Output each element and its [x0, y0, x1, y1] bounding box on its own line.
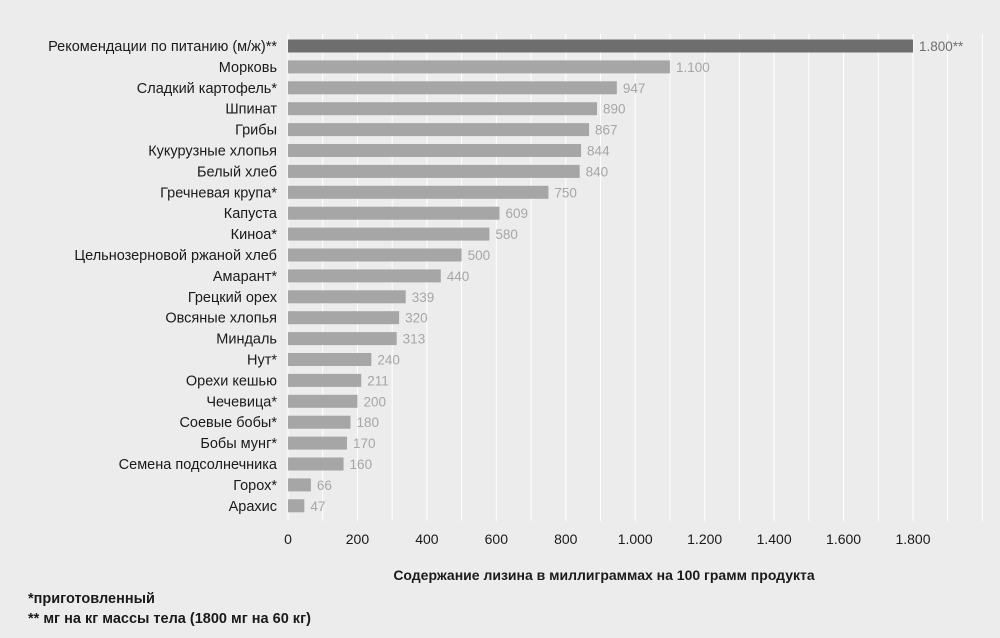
- bar: [288, 228, 489, 241]
- category-label: Семена подсолнечника: [118, 457, 277, 473]
- category-label: Нут*: [246, 352, 277, 369]
- category-label: Миндаль: [216, 331, 277, 348]
- category-label: Амарант*: [212, 268, 277, 285]
- data-label: 867: [595, 122, 618, 138]
- x-tick-label: 600: [484, 531, 509, 547]
- bar: [288, 374, 361, 387]
- x-tick-label: 1.000: [617, 531, 653, 547]
- bar: [288, 332, 397, 345]
- category-label: Чечевица*: [206, 394, 277, 411]
- data-label: 609: [505, 206, 528, 222]
- data-label: 200: [363, 394, 386, 410]
- data-label: 844: [587, 143, 610, 159]
- x-tick-label: 1.600: [826, 531, 862, 547]
- data-label: 1.800**: [919, 39, 964, 54]
- footnote-cooked: *приготовленный: [28, 591, 155, 607]
- category-label: Бобы мунг*: [200, 436, 277, 453]
- category-label: Рекомендации по питанию (м/ж)**: [48, 39, 277, 55]
- data-label: 750: [554, 185, 577, 201]
- x-tick-label: 200: [345, 531, 370, 547]
- category-label: Кукурузные хлопья: [148, 143, 277, 160]
- category-label: Шпинат: [225, 101, 277, 118]
- bar: [288, 478, 311, 491]
- data-label: 947: [622, 80, 646, 96]
- category-label: Орехи кешью: [185, 373, 277, 390]
- x-tick-label: 1.200: [687, 531, 723, 547]
- bar: [288, 102, 597, 115]
- footnote-dosage: ** мг на кг массы тела (1800 мг на 60 кг): [28, 611, 311, 627]
- bar: [288, 123, 589, 136]
- data-label: 339: [411, 289, 435, 305]
- category-label: Горох*: [233, 477, 277, 494]
- bar: [288, 437, 347, 450]
- bar: [288, 165, 580, 178]
- category-label: Морковь: [218, 59, 277, 76]
- bar: [288, 269, 441, 282]
- category-label: Киноа*: [230, 227, 277, 244]
- data-label: 320: [405, 310, 428, 326]
- data-label: 840: [585, 164, 609, 180]
- category-label: Гречневая крупа*: [160, 185, 277, 202]
- data-label: 890: [603, 101, 626, 117]
- bar: [288, 207, 499, 220]
- data-label: 500: [467, 248, 491, 263]
- bar: [288, 395, 357, 408]
- data-label: 180: [356, 415, 380, 431]
- category-label: Соевые бобы*: [179, 415, 277, 432]
- data-label: 160: [349, 457, 373, 472]
- bar: [288, 416, 351, 429]
- category-label: Грибы: [235, 122, 277, 139]
- category-label: Грецкий орех: [187, 289, 277, 306]
- data-label: 47: [310, 498, 326, 514]
- x-tick-label: 1.400: [756, 531, 792, 547]
- bar: [288, 60, 670, 73]
- category-label: Овсяные хлопья: [165, 310, 277, 327]
- category-label: Сладкий картофель*: [136, 80, 277, 97]
- bar: [288, 186, 548, 199]
- x-tick-label: 800: [554, 531, 578, 547]
- data-label: 313: [402, 331, 426, 347]
- bar: [288, 249, 462, 262]
- data-label: 440: [446, 268, 470, 284]
- x-axis-title: Содержание лизина в миллиграммах на 100 грамм продукта: [393, 567, 815, 583]
- bar: [288, 458, 344, 471]
- bar: [288, 81, 617, 94]
- category-label: Арахис: [228, 498, 277, 515]
- category-label: Белый хлеб: [196, 164, 277, 181]
- bar: [288, 290, 406, 303]
- bar: [288, 311, 399, 324]
- bar: [288, 144, 581, 157]
- data-label: 580: [495, 227, 518, 243]
- bar: [288, 40, 913, 53]
- data-label: 170: [353, 436, 376, 452]
- bar: [288, 353, 371, 366]
- category-label: Цельнозерновой ржаной хлеб: [74, 248, 277, 264]
- data-label: 211: [367, 373, 389, 389]
- bar: [288, 499, 304, 512]
- data-label: 1.100: [675, 59, 710, 75]
- data-label: 66: [316, 477, 332, 493]
- x-tick-label: 0: [284, 531, 292, 547]
- data-label: 240: [377, 352, 400, 368]
- x-tick-label: 400: [415, 531, 439, 547]
- category-label: Капуста: [223, 206, 277, 223]
- x-tick-label: 1.800: [895, 531, 931, 547]
- tick-layer: [284, 531, 931, 547]
